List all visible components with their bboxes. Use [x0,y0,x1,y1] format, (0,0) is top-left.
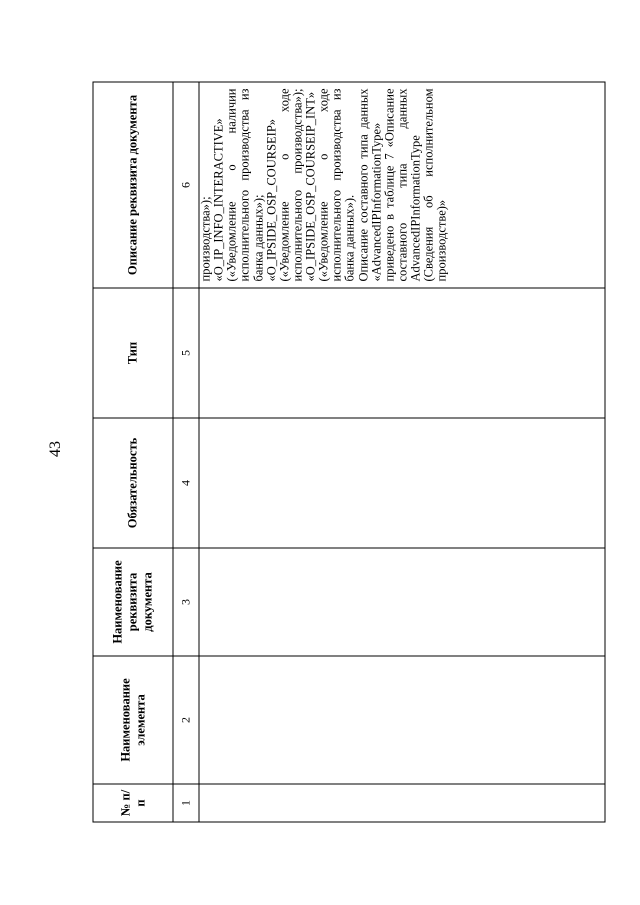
column-number: 3 [173,548,199,656]
description-line: («Уведомление о ходе [277,88,292,282]
rotated-table-container [93,83,606,823]
column-number: 2 [173,656,199,784]
description-line: производстве)» [434,199,449,282]
description-line: банка данных»); [251,194,265,282]
column-number: 4 [173,418,199,548]
description-line: AdvancedIPInformationType [408,135,423,282]
header-cell: Наименование элемента [93,656,173,784]
description-line: «O_IP_INFO_INTERACTIVE» [211,118,226,282]
table-cell [199,656,605,784]
table-cell [199,784,605,822]
header-cell: Тип [93,288,173,418]
description-line: «O_IPSIDE_OSP_COURSEIP_INT» [303,91,318,282]
document-table [93,82,606,823]
description-line: приведено в таблице 7 «Описание [382,88,397,282]
description-cell [199,82,605,288]
header-cell: Обязательность [93,418,173,548]
description-line: «O_IPSIDE_OSP_COURSEIP» [264,118,279,282]
description-line: Описание составного типа данных [356,88,370,282]
description-line: банка данных»). [342,194,357,282]
header-cell: № п/п [93,784,173,822]
table-cell [199,288,605,418]
description-line: производства»); [198,196,213,282]
description-line: «AdvancedIPInformationType» [369,122,384,282]
description-line: («Уведомление о ходе [316,88,331,282]
description-line: исполнительного производства из [237,88,252,282]
column-number: 1 [173,784,199,822]
header-cell: Наименование реквизита документа [93,548,173,656]
header-cell: Описание реквизита документа [93,82,173,288]
description-line: исполнительного производства из [329,88,344,282]
description-line: составного типа данных [395,88,410,282]
table-cell [199,548,605,656]
description-line: исполнительного производства»); [290,88,305,282]
column-number: 6 [173,82,199,288]
description-line: (Сведения об исполнительном [421,88,436,282]
description-line: («Уведомление о наличии [224,88,239,282]
table-cell [199,418,605,548]
column-number-row [173,82,199,822]
table-header-row [93,82,173,822]
page-number: 43 [47,441,64,457]
table-row [199,82,605,822]
column-number: 5 [173,288,199,418]
